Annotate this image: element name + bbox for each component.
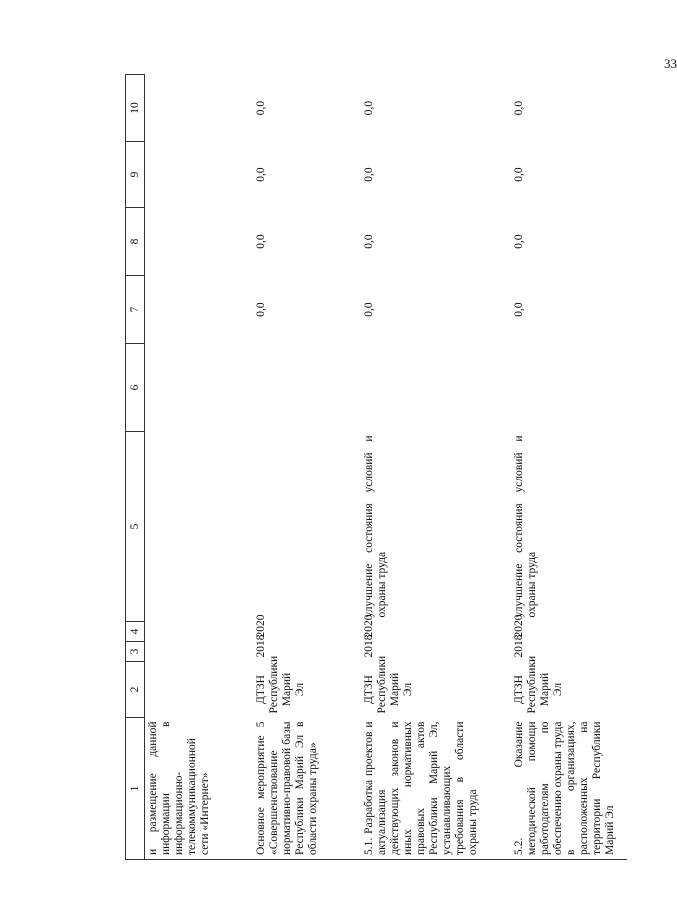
value-col-7 [145,276,254,344]
value-col-6 [361,344,511,432]
value-col-7: 0,0 [513,302,525,317]
start-year: 2018 [513,634,525,658]
measure-name: 5.1. Разработка проектов и актуализация действующих законов и иных нормативных правовых актов Республики Марий Эл, устанавливающих требования в области охраны труда [361,718,511,860]
header-cell: 8 [126,208,145,276]
header-cell: 6 [126,344,145,432]
end-year [145,622,254,642]
header-cell: 2 [126,662,145,718]
executor [145,662,254,718]
value-col-8: 0,0 [513,234,525,249]
value-col-10 [145,75,254,142]
end-year: 2020 [255,614,267,638]
header-cell: 1 [126,718,145,860]
expected-result: улучшение состояния условий и охраны труда [513,435,538,618]
table-row [361,75,511,860]
value-col-8: 0,0 [363,234,375,249]
header-cell: 5 [126,432,145,622]
page-number: 33 [664,56,677,71]
value-col-6 [253,344,361,432]
value-col-9: 0,0 [513,167,525,182]
value-col-10: 0,0 [363,100,375,116]
header-cell: 9 [126,142,145,208]
executor: ДТЗН Республики Марий Эл [363,655,414,714]
end-year: 2020 [513,614,525,638]
end-year: 2020 [363,614,375,638]
header-row [126,75,145,860]
table-row [145,75,254,860]
value-col-9: 0,0 [255,167,267,182]
header-cell: 3 [126,642,145,662]
executor: ДТЗН Республики Марий Эл [255,655,306,714]
expected-result [253,432,361,622]
value-col-6 [511,344,627,432]
value-col-8 [145,208,254,276]
start-year [145,642,254,662]
header-cell: 10 [126,75,145,142]
value-col-7: 0,0 [255,302,267,317]
value-col-10: 0,0 [255,100,267,116]
measure-name: Основное мероприятие 5 «Совершенствование нормативно-правовой базы Республики Марий Эл в области охраны труда» [253,718,361,860]
header-cell: 4 [126,622,145,642]
measure-name: 5.2. Оказание методической помощи работодателям по обеспечению охраны труда в организациях, расположенных на территории Республики Марий Эл [511,718,627,860]
measure-name: и размещение данной информации в информационно-телекоммуникационной сети «Интернет» [145,718,254,860]
program-table [125,74,627,860]
table-row [511,75,627,860]
value-col-9: 0,0 [363,167,375,182]
table-row [253,75,361,860]
expected-result [145,432,254,622]
header-cell: 7 [126,276,145,344]
value-col-9 [145,142,254,208]
expected-result: улучшение состояния условий и охраны труда [363,435,388,618]
executor: ДТЗН Республики Марий Эл [513,655,564,714]
rotated-table-container [125,75,616,860]
value-col-10: 0,0 [513,100,525,116]
start-year: 2018 [363,634,375,658]
value-col-7: 0,0 [363,302,375,317]
value-col-6 [145,344,254,432]
value-col-8: 0,0 [255,234,267,249]
start-year: 2018 [255,634,267,658]
